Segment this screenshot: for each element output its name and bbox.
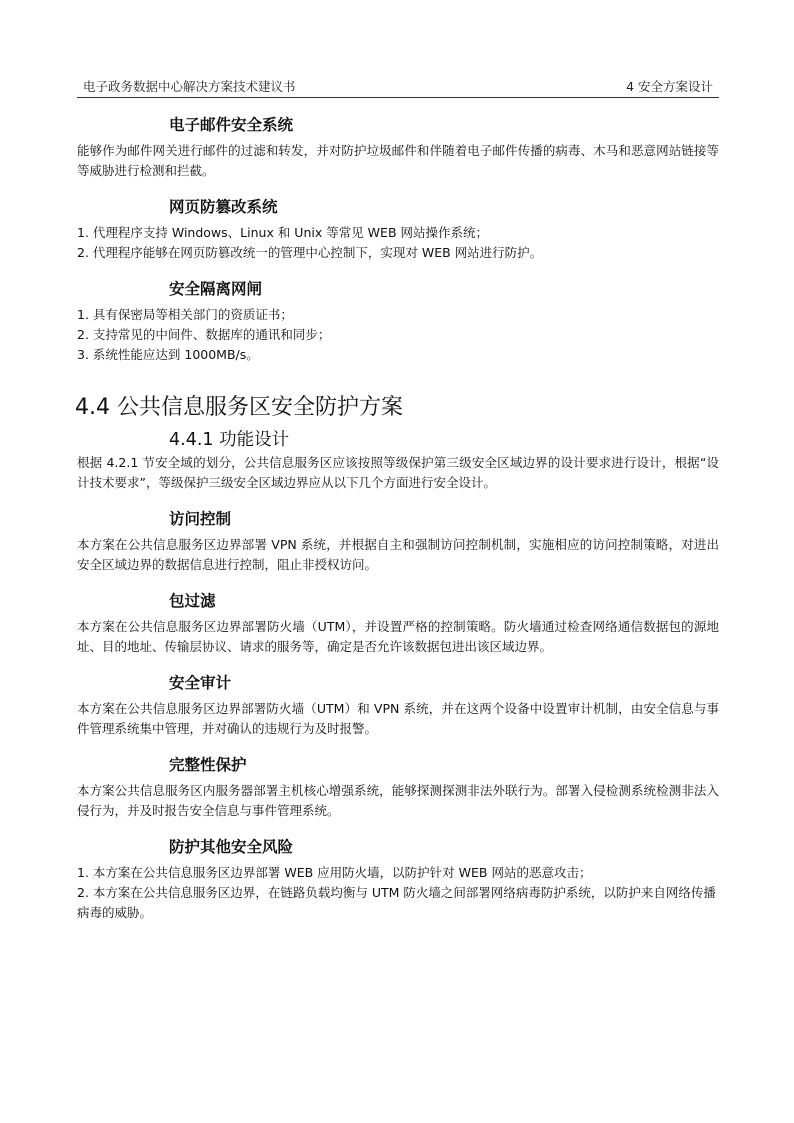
list-other-risks	[77, 863, 719, 923]
heading-access-control: 访问控制	[169, 510, 232, 528]
document-content	[77, 113, 719, 923]
heading-webpage-tamper: 网页防篡改系统	[169, 198, 278, 216]
list-item: 2. 支持常见的中间件、数据库的通讯和同步；	[77, 327, 331, 342]
list-item: 2. 本方案在公共信息服务区边界，在链路负载均衡与 UTM 防火墙之间部署网络病毒防护系统，以防护来自网络传播病毒的威胁。	[77, 885, 716, 920]
section-title-4-4: 4.4 公共信息服务区安全防护方案	[75, 395, 403, 420]
list-item: 1. 具有保密局等相关部门的资质证书；	[77, 307, 293, 322]
paragraph-intro: 根据 4.2.1 节安全域的划分，公共信息服务区应该按照等级保护第三级安全区域边界的设计要求进行设计，根据“设计技术要求”，等级保护三级安全区域边界应从以下几个方面进行安全设计。	[77, 455, 719, 490]
list-security-gateway	[77, 305, 719, 365]
header-chapter-title: 4 安全方案设计	[626, 79, 713, 94]
heading-email-security: 电子邮件安全系统	[169, 116, 294, 134]
list-item: 3. 系统性能应达到 1000MB/s。	[77, 347, 259, 362]
list-item: 1. 本方案在公共信息服务区边界部署 WEB 应用防火墙，以防护针对 WEB 网站的恶意攻击；	[77, 865, 592, 880]
list-item: 1. 代理程序支持 Windows、Linux 和 Unix 等常见 WEB 网站操作系统；	[77, 225, 488, 240]
heading-integrity: 完整性保护	[169, 756, 247, 774]
paragraph-security-audit: 本方案在公共信息服务区边界部署防火墙（UTM）和 VPN 系统，并在这两个设备中设置审计机制，由安全信息与事件管理系统集中管理，并对确认的违规行为及时报警。	[77, 701, 719, 736]
section-title-4-4-1: 4.4.1 功能设计	[169, 430, 290, 450]
heading-packet-filter: 包过滤	[169, 592, 216, 610]
paragraph-integrity: 本方案公共信息服务区内服务器部署主机核心增强系统，能够探测探测非法外联行为。部署入侵检测系统检测非法入侵行为，并及时报告安全信息与事件管理系统。	[77, 783, 719, 818]
list-webpage-tamper	[77, 223, 719, 263]
heading-security-gateway: 安全隔离网闸	[169, 280, 263, 298]
heading-security-audit: 安全审计	[169, 674, 232, 692]
list-item: 2. 代理程序能够在网页防篡改统一的管理中心控制下，实现对 WEB 网站进行防护。	[77, 245, 543, 260]
header-document-title: 电子政务数据中心解决方案技术建议书	[83, 79, 296, 94]
heading-other-risks: 防护其他安全风险	[169, 838, 294, 856]
paragraph-packet-filter: 本方案在公共信息服务区边界部署防火墙（UTM），并设置严格的控制策略。防火墙通过检查网络通信数据包的源地址、目的地址、传输层协议、请求的服务等，确定是否允许该数据包进出该区域边界。	[77, 619, 719, 654]
paragraph-email-security: 能够作为邮件网关进行邮件的过滤和转发，并对防护垃圾邮件和伴随着电子邮件传播的病毒、木马和恶意网站链接等等威胁进行检测和拦截。	[77, 143, 719, 178]
paragraph-access-control: 本方案在公共信息服务区边界部署 VPN 系统，并根据自主和强制访问控制机制，实施相应的访问控制策略，对进出安全区域边界的数据信息进行控制，阻止非授权访问。	[77, 537, 719, 572]
page-header	[77, 79, 719, 98]
